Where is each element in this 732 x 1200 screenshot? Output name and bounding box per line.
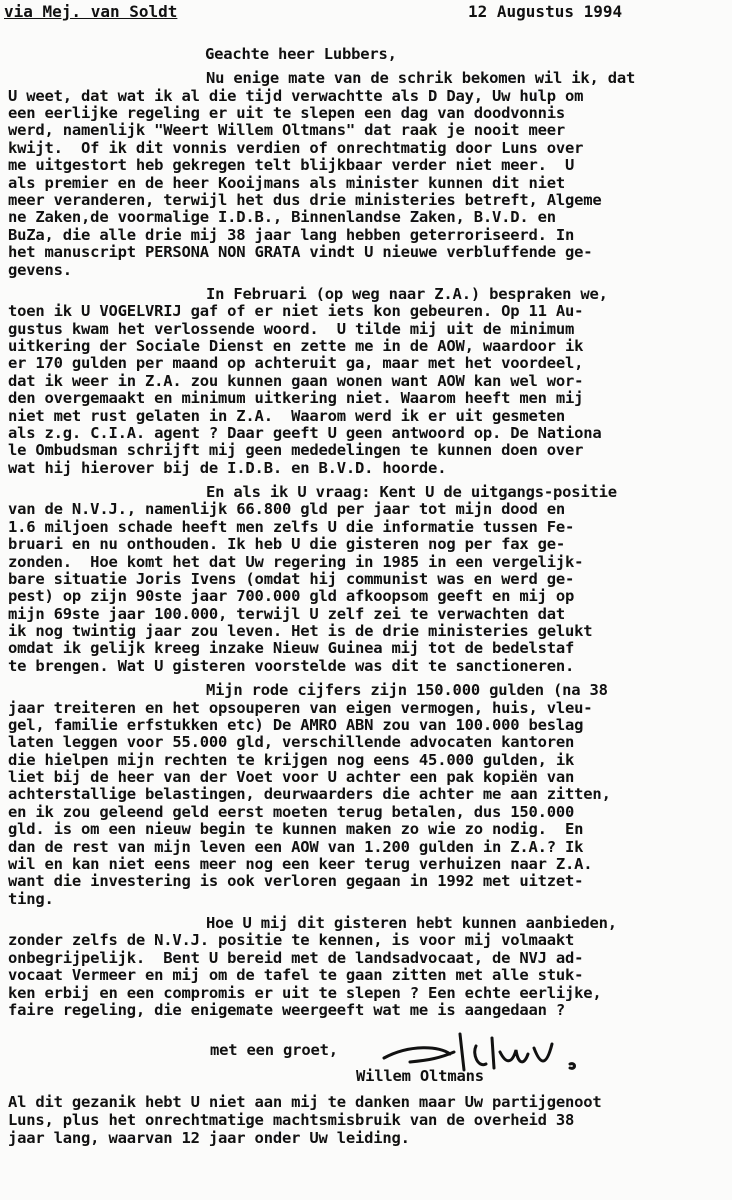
postscript-line-1: Al dit gezanik hebt U niet aan mij te danken maar Uw partijgenoot [8,1093,602,1111]
body-line: bare situatie Joris Ivens (omdat hij communist was en werd ge- [8,569,575,588]
salutation: Geachte heer Lubbers, [205,45,397,63]
body-line: den overgemaakt en minimum uitkering niet. Waarom heeft men mij [8,389,584,408]
body-line: BuZa, die alle drie mij 38 jaar lang hebben geterroriseerd. In [8,225,575,244]
body-line: dan de rest van mijn leven een AOW van 1.200 gulden in Z.A.? Ik [8,837,584,856]
via-line: via Mej. van Soldt [4,2,178,21]
body-line: zonden. Hoe komt het dat Uw regering in 1985 in een vergelijk- [8,552,584,571]
body-line: mijn 69ste jaar 100.000, terwijl U zelf zei te verwachten dat [8,604,566,623]
body-line: laten leggen voor 55.000 gld, verschillende advocaten kantoren [8,733,575,752]
body-line: ting. [8,889,54,908]
body-line: Nu enige mate van de schrik bekomen wil ik, dat [206,69,636,88]
body-line: die hielpen mijn rechten te krijgen nog eens 45.000 gulden, ik [8,750,575,769]
body-line: vocaat Vermeer en mij om de tafel te gaan zitten met alle stuk- [8,966,584,985]
body-line: jaar treiteren en het opsouperen van eigen vermogen, huis, vleu- [8,698,593,717]
body-line: ik nog twintig jaar zou leven. Het is de drie ministeries gelukt [8,622,593,641]
body-line: als z.g. C.I.A. agent ? Daar geeft U geen antwoord op. De Nationa [8,423,602,442]
body-line: ken erbij en een compromis er uit te slepen ? Een echte eerlijke, [8,983,602,1002]
body-line: niet met rust gelaten in Z.A. Waarom werd ik er uit gesmeten [8,406,566,425]
body-line: want die investering is ook verloren gegaan in 1992 met uitzet- [8,872,584,891]
body-line: gel, familie erfstukken etc) De AMRO ABN zou van 100.000 beslag [8,715,584,734]
body-line: en ik zou geleend geld eerst moeten terug betalen, dus 150.000 [8,802,575,821]
body-line: meer veranderen, terwijl het dus drie ministeries betreft, Algeme [8,191,602,209]
body-line: 1.6 miljoen schade heeft men zelfs U die informatie tussen Fe- [8,517,575,536]
body-line: wil en kan niet eens meer nog een keer terug verhuizen naar Z.A. [8,854,593,873]
body-line: ne Zaken,de voormalige I.D.B., Binnenlandse Zaken, B.V.D. en [8,208,556,227]
body-line: kwijt. Of ik dit vonnis verdien of onrechtmatig door Luns over [8,138,584,157]
body-line: faire regeling, die enigemate weergeeft wat me is aangedaan ? [8,1001,566,1019]
body-line: toen ik U VOGELVRIJ gaf of er niet iets kon gebeuren. Op 11 Au- [8,302,584,321]
body-line: er 170 gulden per maand op achteruit ga, maar met het voordeel, [8,354,584,373]
body-line: gustus kwam het verlossende woord. U tilde mij uit de minimum [8,319,575,338]
body-line: als premier en de heer Kooijmans als minister kunnen dit niet [8,173,566,192]
body-line: me uitgestort heb gekregen telt blijkbaar verder niet meer. U [8,156,575,175]
body-line: bruari en nu onthouden. Ik heb U die gisteren nog per fax ge- [8,535,566,554]
body-line: een eerlijke regeling er uit te slepen een dag van doodvonnis [8,104,566,123]
body-line: In Februari (op weg naar Z.A.) bespraken we, [206,284,608,303]
body-line: onbegrijpelijk. Bent U bereid met de landsadvocaat, de NVJ ad- [8,948,584,967]
body-line: U weet, dat wat ik al die tijd verwachtte als D Day, Uw hulp om [8,86,584,105]
postscript-line-3: jaar lang, waarvan 12 jaar onder Uw leiding. [8,1129,410,1147]
body-line: liet bij de heer van der Voet voor U achter een pak kopiën van [8,768,575,787]
body-line: Mijn rode cijfers zijn 150.000 gulden (na 38 [206,681,608,700]
body-line: omdat ik gelijk kreeg inzake Nieuw Guinea mij tot de bedelstaf [8,639,575,658]
body-line: werd, namenlijk "Weert Willem Oltmans" dat raak je nooit meer [8,121,566,140]
body-line: zonder zelfs de N.V.J. positie te kennen, is voor mij volmaakt [8,931,575,950]
body-line: pest) op zijn 90ste jaar 700.000 gld afkoopsom geeft en mij op [8,587,575,606]
body-line: van de N.V.J., namenlijk 66.800 gld per jaar tot mijn dood en [8,500,566,519]
signature-name: Willem Oltmans [356,1067,484,1085]
body-line: achterstallige belastingen, deurwaarders die achter me aan zitten, [8,785,611,804]
body-line: te brengen. Wat U gisteren voorstelde was dit te sanctioneren. [8,656,575,675]
closing-line: met een groet, [210,1041,338,1059]
body-line: uitkering der Sociale Dienst en zette me in de AOW, waardoor ik [8,337,584,355]
letter-date: 12 Augustus 1994 [468,2,623,21]
body-line: dat ik weer in Z.A. zou kunnen gaan wonen want AOW kan wel wor- [8,371,584,390]
body-line: En als ik U vraag: Kent U de uitgangs-positie [206,483,617,502]
body-line: het manuscript PERSONA NON GRATA vindt U nieuwe verbluffende ge- [8,243,593,262]
postscript-line-2: Luns, plus het onrechtmatige machtsmisbruik van de overheid 38 [8,1111,575,1129]
body-line: Hoe U mij dit gisteren hebt kunnen aanbieden, [206,914,617,933]
body-line: gld. is om een nieuw begin te kunnen maken zo wie zo nodig. En [8,820,584,839]
body-line: wat hij hierover bij de I.D.B. en B.V.D. hoorde. [8,458,447,477]
body-line: gevens. [8,260,72,279]
body-line: le Ombudsman schrijft mij geen mededelingen te kunnen doen over [8,441,584,460]
